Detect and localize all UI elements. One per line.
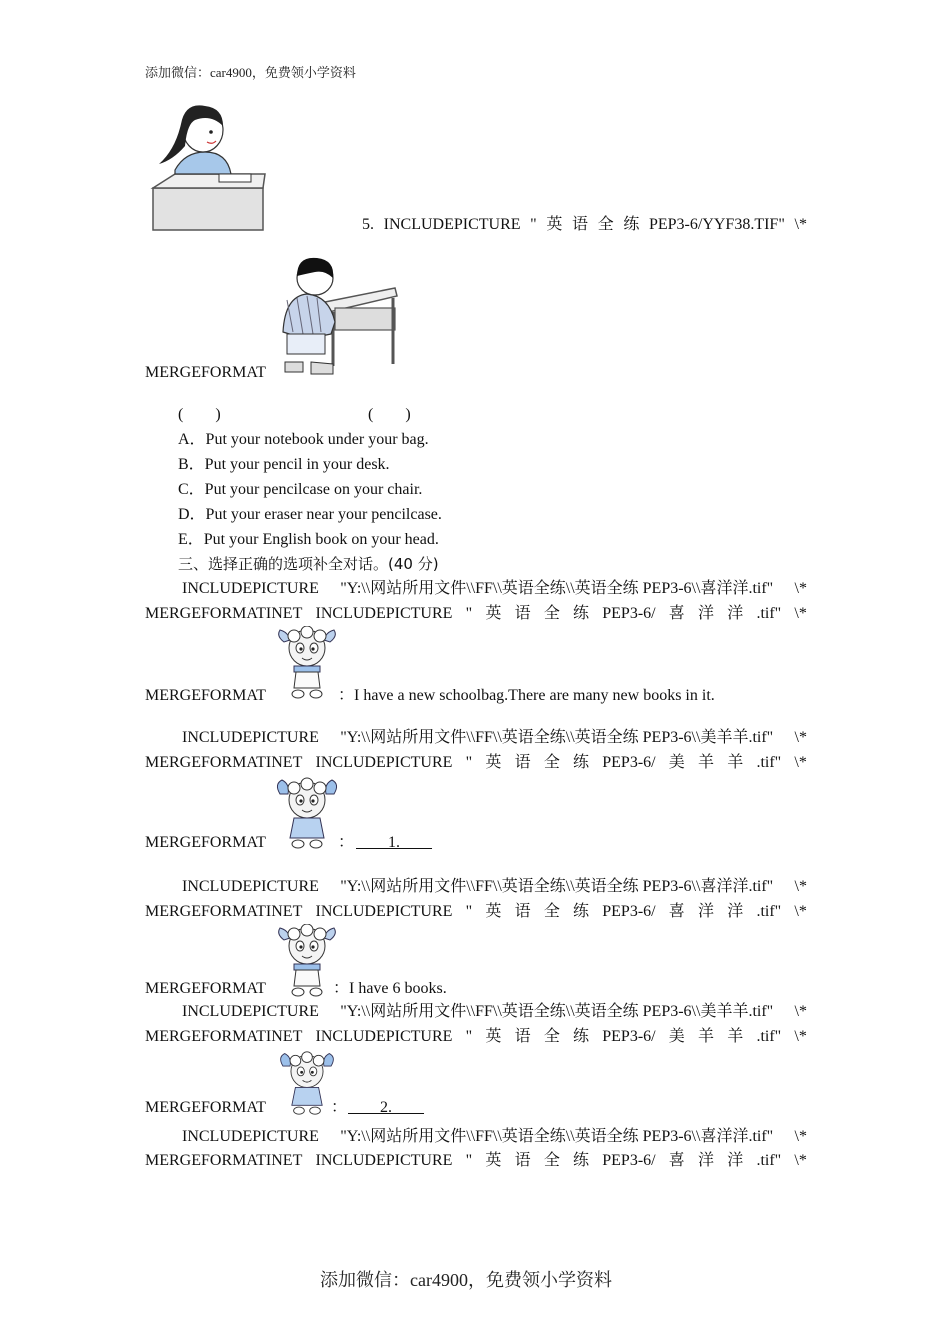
dialogue-2-include-line [182,727,807,749]
girl-at-desk-illustration [145,100,269,232]
token: 洋 [727,605,744,622]
option-c: C．Put your pencilcase on your chair. [178,481,423,498]
token: \* [794,1152,807,1169]
dialogue-1-colon: ： [338,687,355,704]
q5-token: 5. [362,216,374,233]
token: .tif" [756,1152,782,1169]
token: \* [794,1003,807,1020]
token: MERGEFORMATINET [145,605,303,622]
q5-token: 英 [546,216,563,233]
token: \* [794,1028,807,1045]
q5-token: INCLUDEPICTURE [383,216,521,233]
token: " [465,605,473,622]
token: PEP3-6/ [602,903,656,920]
token: 羊 [698,754,715,771]
option-a: A．Put your notebook under your bag. [178,431,429,448]
token: 洋 [727,1152,744,1169]
q5-token: " [530,216,537,233]
token: 练 [573,754,590,771]
token: .tif" [756,605,782,622]
token: \* [794,729,807,746]
boy-at-desk-illustration [275,252,400,378]
token: \* [794,605,807,622]
token: 英 [485,605,502,622]
token: 练 [573,903,590,920]
token: 语 [514,754,531,771]
token: 喜 [668,605,685,622]
token: 英 [485,1152,502,1169]
token: 全 [543,1152,560,1169]
token: 全 [543,903,560,920]
token: 喜 [668,1152,685,1169]
dialogue-1-merge-line [145,603,807,625]
token: \* [794,754,807,771]
token: MERGEFORMATINET [145,1152,303,1169]
dialogue-4-answer-blank[interactable]: 2. [348,1099,425,1116]
token: 英 [485,1028,502,1045]
token: 羊 [698,1028,715,1045]
token: INCLUDEPICTURE [315,754,453,771]
token: " [465,1028,473,1045]
token: INCLUDEPICTURE [182,729,319,746]
token: INCLUDEPICTURE [315,605,453,622]
dialogue-3-mergeformat: MERGEFORMAT [145,980,266,997]
token: 英 [485,903,502,920]
q5-token: \* [794,216,807,233]
q5-include-line [362,214,807,236]
token: MERGEFORMATINET [145,754,303,771]
dialogue-4-colon: ： [331,1099,348,1116]
token: 英 [485,754,502,771]
token: PEP3-6/ [602,605,656,622]
dialogue-5-include-line [182,1126,807,1148]
option-e: E．Put your English book on your head. [178,531,439,548]
token: " [465,754,473,771]
token: "Y:\\网站所用文件\\FF\\英语全练\\英语全练 PEP3-6\\喜洋洋.tif" [340,1128,774,1145]
dialogue-2-merge-line [145,752,807,774]
token: \* [794,580,807,597]
token: 洋 [698,1152,715,1169]
dialogue-3-include-line [182,876,807,898]
token: 全 [543,1028,560,1045]
answer-bracket-1: ( ) [178,406,221,423]
token: 语 [514,1028,531,1045]
token: .tif" [756,754,782,771]
token: MERGEFORMATINET [145,1028,303,1045]
token: 羊 [727,754,744,771]
token: "Y:\\网站所用文件\\FF\\英语全练\\英语全练 PEP3-6\\喜洋洋.tif" [340,580,774,597]
token: 美 [668,754,685,771]
token: \* [794,878,807,895]
token: INCLUDEPICTURE [315,1028,453,1045]
token: 全 [543,605,560,622]
token: INCLUDEPICTURE [182,580,319,597]
token: INCLUDEPICTURE [182,1003,319,1020]
token: 语 [514,1152,531,1169]
token: .tif" [756,1028,782,1045]
dialogue-1-mergeformat: MERGEFORMAT [145,687,266,704]
token: "Y:\\网站所用文件\\FF\\英语全练\\英语全练 PEP3-6\\美羊羊.tif" [340,729,774,746]
token: 语 [514,903,531,920]
token: PEP3-6/ [602,1028,656,1045]
token: PEP3-6/ [602,1152,656,1169]
q5-mergeformat: MERGEFORMAT [145,364,266,381]
xiyangyang-sheep-icon [274,924,340,998]
token: "Y:\\网站所用文件\\FF\\英语全练\\英语全练 PEP3-6\\喜洋洋.tif" [340,878,774,895]
section-3-title: 三、选择正确的选项补全对话。(40 分) [178,555,439,573]
token: 洋 [698,605,715,622]
token: INCLUDEPICTURE [182,1128,319,1145]
dialogue-4-mergeformat: MERGEFORMAT [145,1099,266,1116]
meiyangyang-sheep-icon [274,776,340,850]
token: \* [794,903,807,920]
token: 喜 [668,903,685,920]
dialogue-4-merge-line [145,1026,807,1048]
dialogue-1-include-line [182,578,807,600]
dialogue-5-merge-line [145,1150,807,1172]
token: INCLUDEPICTURE [315,903,453,920]
dialogue-2-answer-blank[interactable]: 1. [356,834,433,851]
dialogue-4-include-line [182,1001,807,1023]
dialogue-2-colon: ： [338,834,355,851]
token: 练 [573,605,590,622]
dialogue-1-text: I have a new schoolbag.There are many new books in it. [354,687,715,704]
dialogue-2-mergeformat: MERGEFORMAT [145,834,266,851]
xiyangyang-sheep-icon [274,626,340,702]
token: MERGEFORMATINET [145,903,303,920]
token: 美 [668,1028,685,1045]
dialogue-3-text: I have 6 books. [349,980,447,997]
page-header: 添加微信：car4900，免费领小学资料 [145,65,356,80]
dialogue-3-merge-line [145,901,807,923]
token: .tif" [756,903,782,920]
token: " [465,1152,473,1169]
token: 练 [573,1152,590,1169]
token: PEP3-6/ [602,754,656,771]
token: 练 [573,1028,590,1045]
dialogue-3-colon: ： [333,980,350,997]
answer-bracket-2: ( ) [368,406,411,423]
q5-token: 全 [597,216,614,233]
option-d: D．Put your eraser near your pencilcase. [178,506,442,523]
option-b: B．Put your pencil in your desk. [178,456,390,473]
q5-token: PEP3-6/YYF38.TIF" [648,216,785,233]
token: \* [794,1128,807,1145]
page-footer: 添加微信：car4900，免费领小学资料 [320,1270,612,1290]
token: "Y:\\网站所用文件\\FF\\英语全练\\英语全练 PEP3-6\\美羊羊.tif" [340,1003,774,1020]
token: 语 [514,605,531,622]
token: " [465,903,473,920]
token: INCLUDEPICTURE [315,1152,453,1169]
token: INCLUDEPICTURE [182,878,319,895]
q5-token: 练 [623,216,640,233]
token: 洋 [698,903,715,920]
q5-token: 语 [572,216,589,233]
token: 全 [543,754,560,771]
token: 洋 [727,903,744,920]
token: 羊 [727,1028,744,1045]
